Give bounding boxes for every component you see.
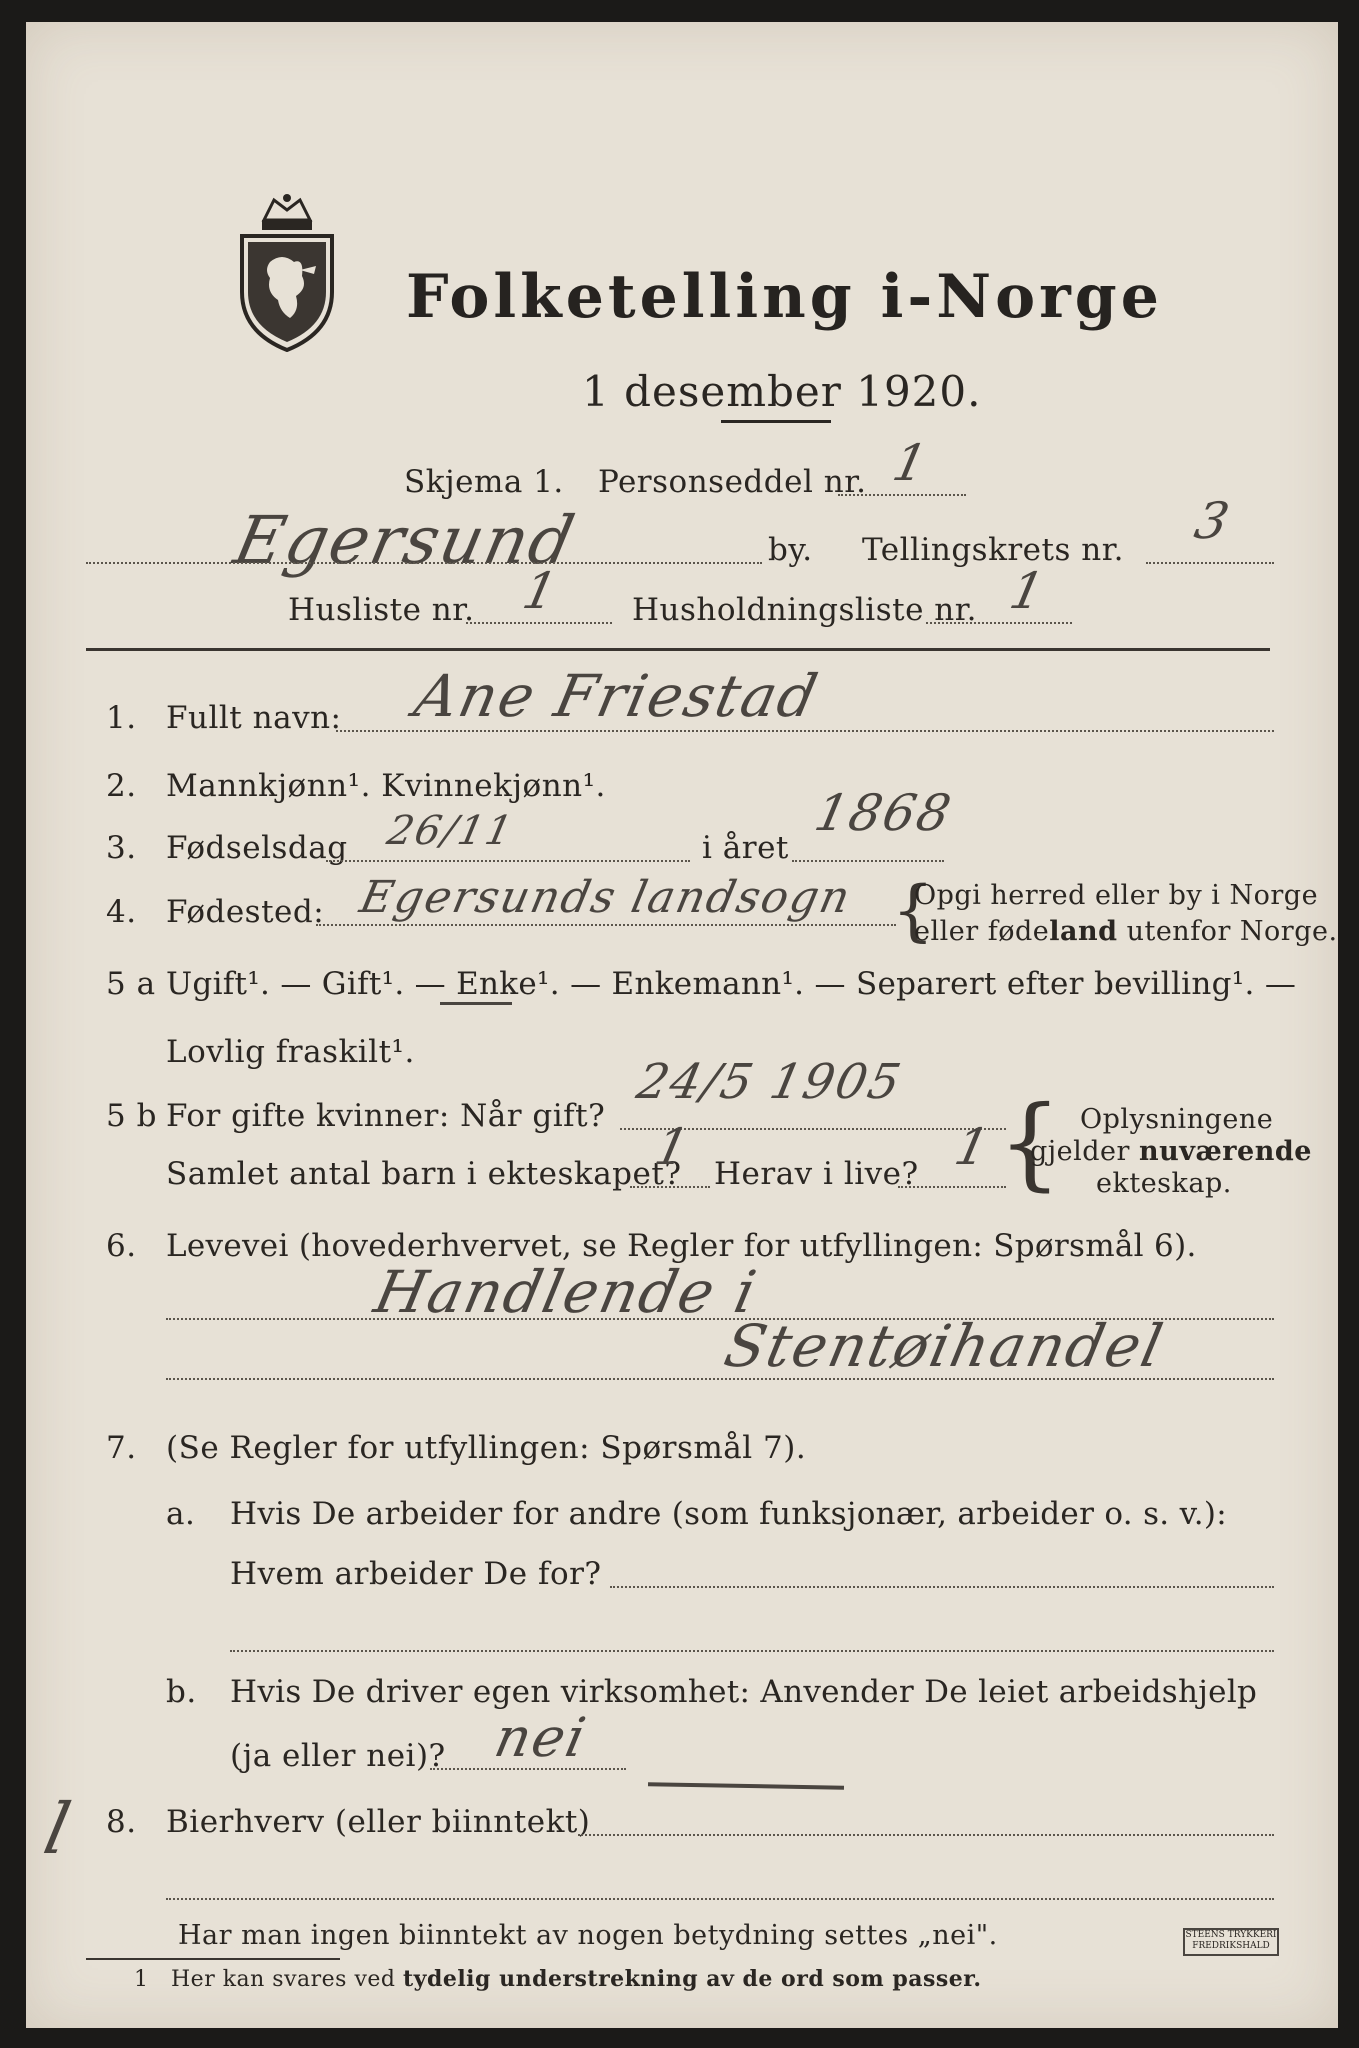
marriage-note-2: gjelder nuværende (1030, 1136, 1312, 1167)
header-divider (86, 648, 1270, 651)
q1-number: 1. (106, 700, 137, 736)
town-value: Egersund (227, 502, 583, 579)
birthplace-brace: { (892, 872, 934, 949)
q7b-number: b. (166, 1674, 197, 1710)
occupation-value-2: Stentøihandel (718, 1312, 1171, 1380)
year-line (792, 860, 944, 862)
census-date: 1 desember 1920. (582, 367, 982, 416)
q4-number: 4. (106, 894, 137, 930)
q5b-number: 5 b (106, 1098, 157, 1134)
q7a-line-2: Hvem arbeider De for? (230, 1556, 602, 1592)
husholdningsliste-label: Husholdningsliste nr. (632, 592, 978, 628)
q8-label: Bierhverv (eller biinntekt) (166, 1804, 591, 1840)
husliste-value: 1 (517, 562, 564, 620)
norwegian-coat-of-arms-icon (234, 192, 340, 352)
gender-options: Mannkjønn¹. Kvinnekjønn¹. (166, 768, 606, 804)
married-date-value: 24/5 1905 (632, 1054, 908, 1110)
marriage-note-1: Oplysningene (1080, 1104, 1274, 1135)
personseddel-label: Personseddel nr. (598, 464, 867, 500)
husholdningsliste-line (926, 622, 1072, 624)
marital-status-options-2: Lovlig fraskilt¹. (166, 1034, 415, 1070)
husholdningsliste-value: 1 (1004, 562, 1051, 620)
no-income-note: Har man ingen biinntekt av nogen betydning settes „nei". (178, 1920, 998, 1951)
husliste-label: Husliste nr. (288, 592, 475, 628)
hired-help-value: nei (489, 1706, 593, 1769)
q1-label: Fullt navn: (166, 700, 342, 736)
husliste-line (466, 622, 612, 624)
printer-stamp: STEENS TRYKKERI FREDRIKSHALD (1183, 1928, 1279, 1956)
town-line (86, 562, 762, 564)
q8-number: 8. (106, 1804, 137, 1840)
birthplace-note-1: Opgi herred eller by i Norge (914, 880, 1319, 911)
q7b-line-1: Hvis De driver egen virksomhet: Anvender De leiet arbeidshjelp (230, 1674, 1258, 1710)
tellingskrets-value: 3 (1189, 492, 1236, 550)
occupation-value-1: Handlende i (368, 1258, 764, 1326)
census-form-sheet (26, 22, 1338, 2028)
q7-number: 7. (106, 1430, 137, 1466)
marital-status-options: Ugift¹. — Gift¹. — Enke¹. — Enkemann¹. — Separert efter bevilling¹. — (166, 966, 1297, 1002)
marriage-brace: { (998, 1084, 1062, 1201)
form-title: Folketelling i-Norge (406, 262, 1163, 332)
birth-year-value: 1868 (809, 784, 958, 842)
tellingskrets-line (1146, 562, 1274, 564)
q5a-number: 5 a (106, 966, 156, 1002)
marriage-note-3: ekteskap. (1096, 1168, 1232, 1199)
personseddel-line (838, 494, 966, 496)
footnote-divider (86, 1958, 340, 1960)
employer-line-2 (230, 1650, 1274, 1652)
q3-label: Fødselsdag (166, 830, 348, 866)
q7b-line-2: (ja eller nei)? (230, 1738, 446, 1774)
birthplace-line (316, 924, 896, 926)
skjema-label: Skjema 1. (404, 464, 564, 500)
alive-line (898, 1186, 1006, 1188)
q7a-number: a. (166, 1496, 196, 1532)
q3-number: 3. (106, 830, 137, 866)
by-label: by. (768, 532, 813, 568)
children-label: Samlet antal barn i ekteskapet? (166, 1156, 682, 1192)
birthplace-note-2: eller fødeland utenfor Norge. (914, 916, 1338, 947)
margin-mark: l (37, 1788, 80, 1870)
side-income-line-2 (166, 1898, 1274, 1900)
alive-value: 1 (949, 1118, 996, 1176)
footnote: 1 Her kan svares ved tydelig understrekning av de ord som passer. (134, 1966, 982, 1992)
q6-number: 6. (106, 1228, 137, 1264)
enke-underline (440, 1002, 512, 1005)
year-label: i året (702, 830, 789, 866)
q7a-line-1: Hvis De arbeider for andre (som funksjonær, arbeider o. s. v.): (230, 1496, 1228, 1532)
employer-line (610, 1586, 1274, 1588)
personseddel-value: 1 (887, 434, 934, 492)
birthday-line (326, 860, 690, 862)
occupation-line-2 (166, 1378, 1274, 1380)
side-income-line (578, 1834, 1274, 1836)
q1-line (336, 730, 1274, 732)
q7-label: (Se Regler for utfyllingen: Spørsmål 7). (166, 1430, 807, 1466)
q6-label: Levevei (hovederhvervet, se Regler for utfyllingen: Spørsmål 6). (166, 1228, 1197, 1264)
q2-number: 2. (106, 768, 137, 804)
birthday-value: 26/11 (383, 808, 519, 854)
side-income-dash (648, 1782, 844, 1789)
tellingskrets-label: Tellingskrets nr. (862, 532, 1124, 568)
title-divider (721, 420, 831, 423)
full-name-value: Ane Friestad (408, 662, 825, 730)
alive-label: Herav i live? (714, 1156, 919, 1192)
children-line (630, 1186, 710, 1188)
q4-label: Fødested: (166, 894, 325, 930)
children-value: 1 (649, 1118, 696, 1176)
married-date-label: For gifte kvinner: Når gift? (166, 1098, 606, 1134)
birthplace-value: Egersunds landsogn (355, 872, 857, 923)
